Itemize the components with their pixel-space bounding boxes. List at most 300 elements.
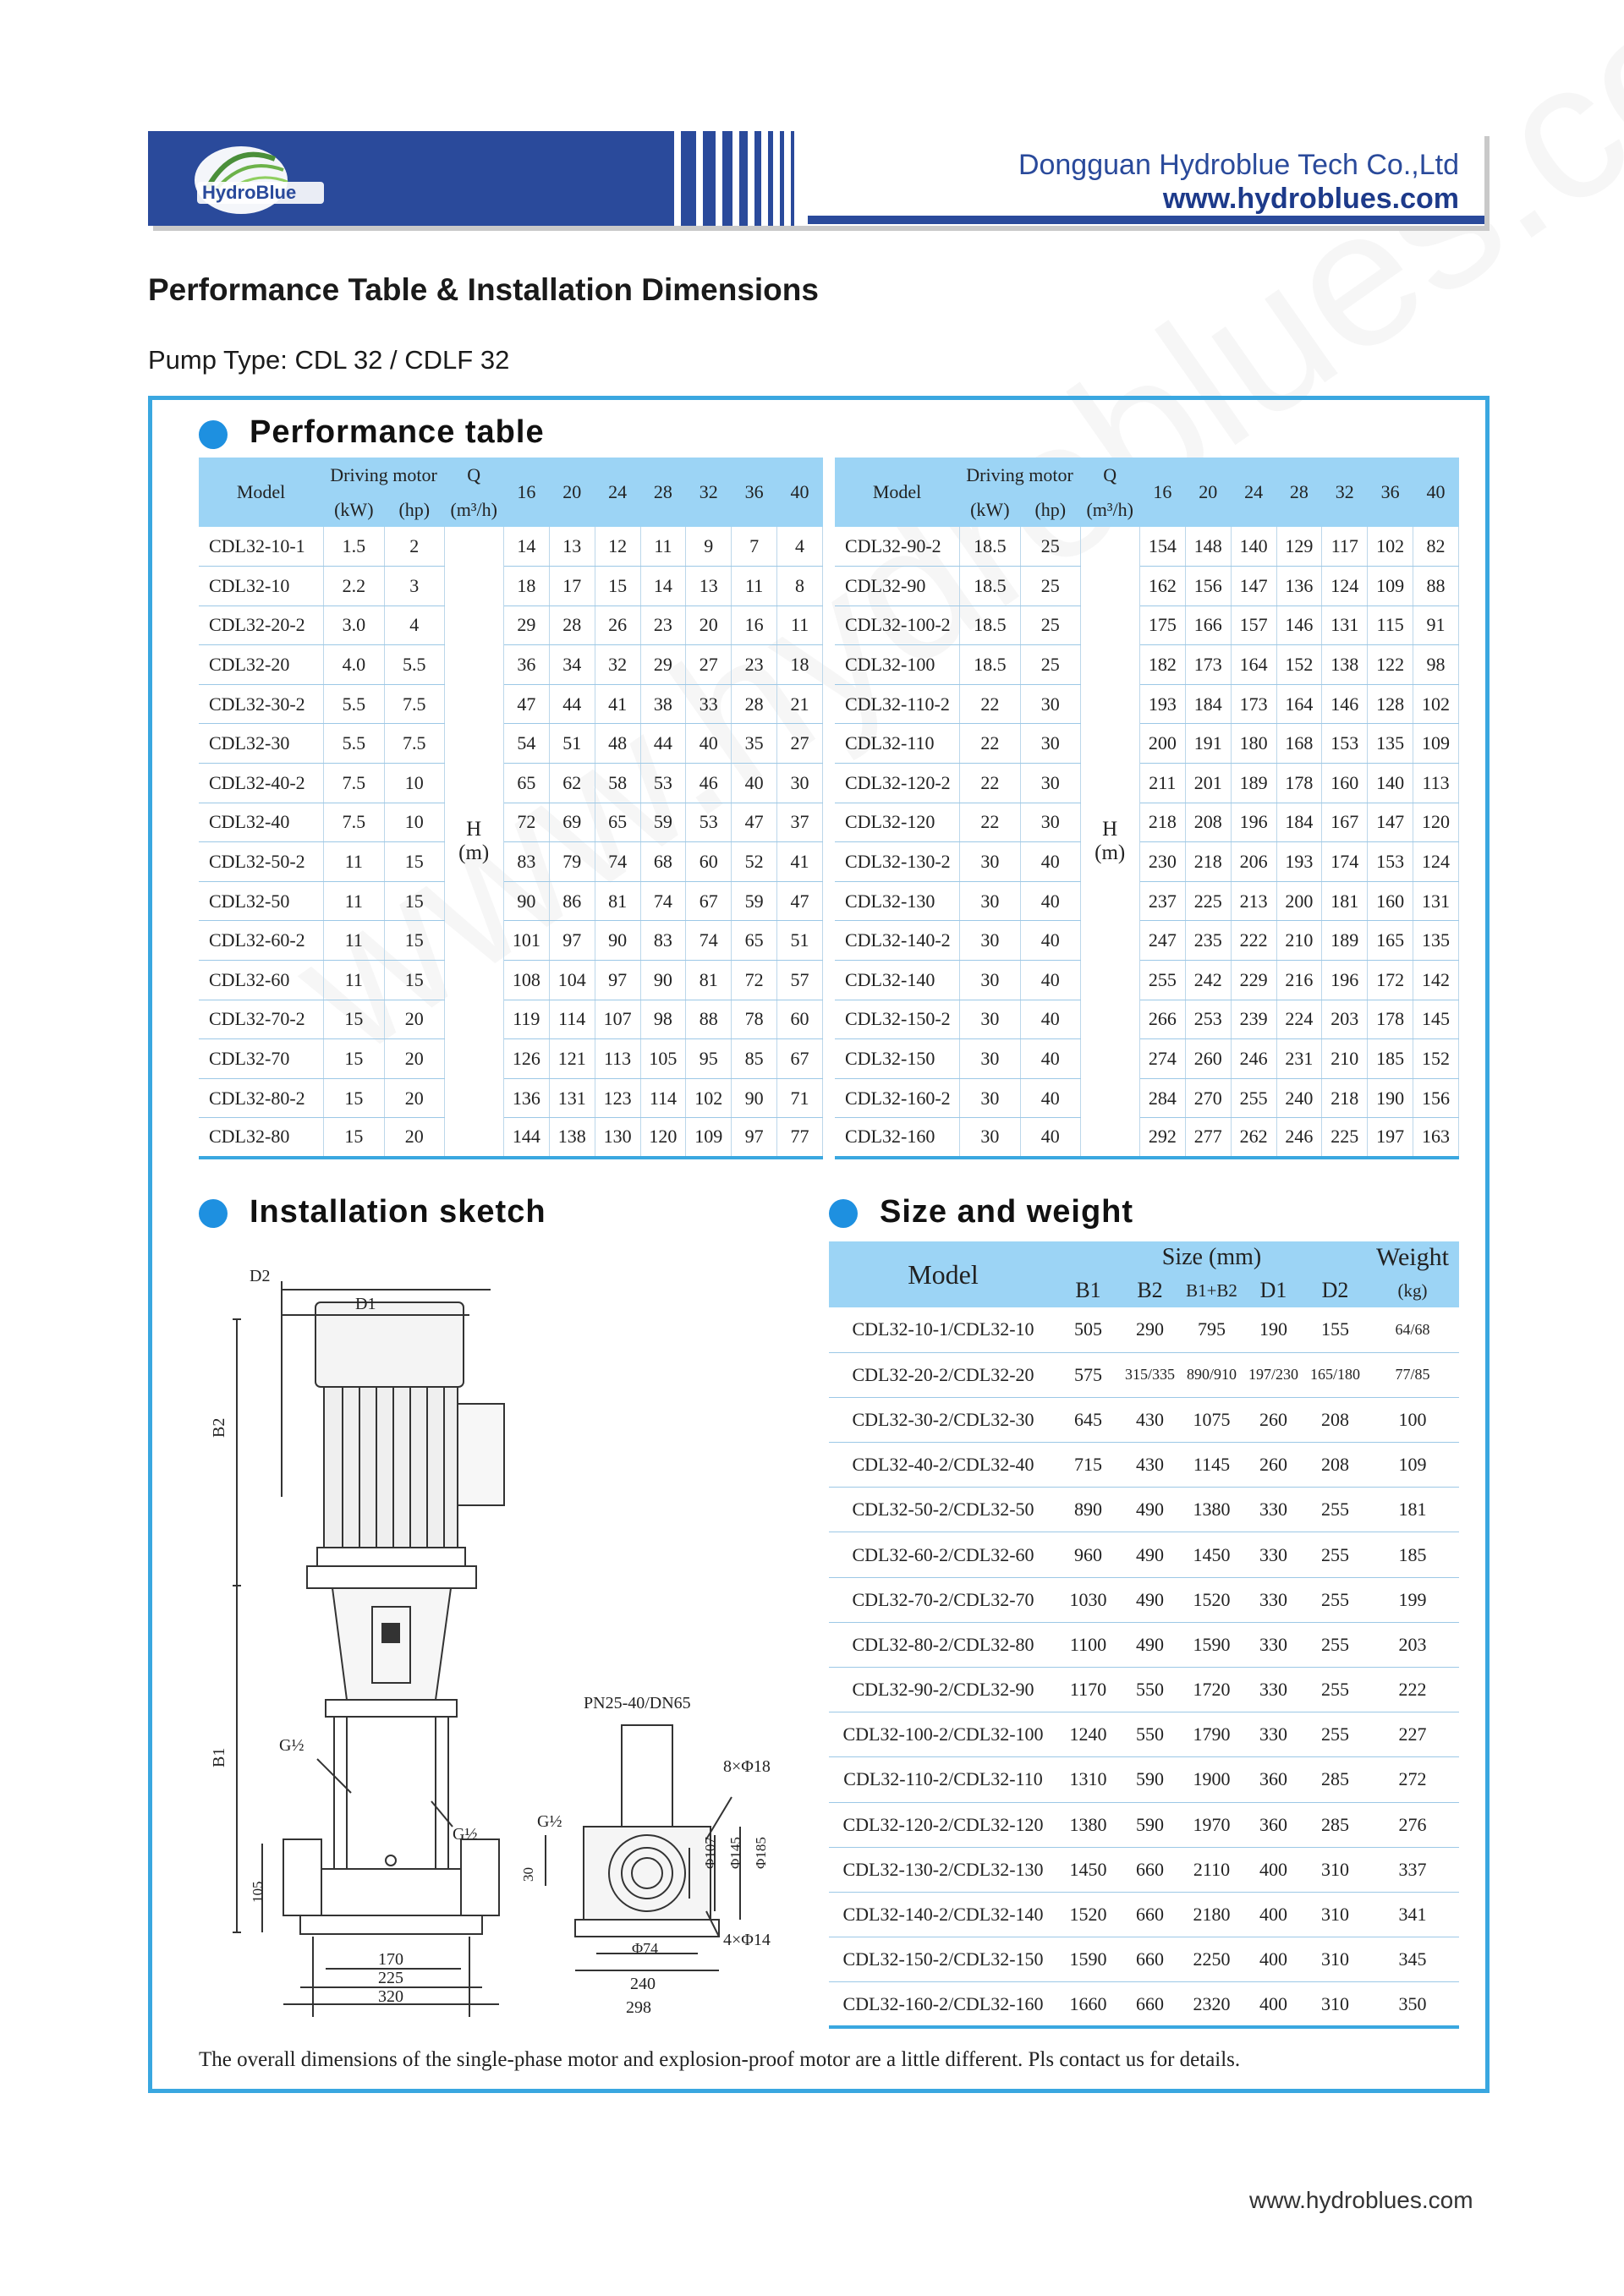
value-cell: 67 xyxy=(686,881,732,921)
value-cell: 7 xyxy=(732,527,777,567)
value-cell: 216 xyxy=(1276,961,1322,1000)
value-cell: 200 xyxy=(1139,724,1185,764)
value-cell: 135 xyxy=(1368,724,1413,764)
table-row xyxy=(199,881,823,921)
col-flow: 36 xyxy=(732,458,777,527)
value-cell: 78 xyxy=(732,1000,777,1039)
value-cell: 10 xyxy=(385,764,444,803)
model-cell: CDL32-20-2/CDL32-20 xyxy=(829,1352,1057,1397)
value-cell: 20 xyxy=(686,606,732,645)
value-cell: 47 xyxy=(732,803,777,842)
col-flow: 20 xyxy=(549,458,595,527)
value-cell: 5.5 xyxy=(323,724,385,764)
model-cell: CDL32-60-2/CDL32-60 xyxy=(829,1532,1057,1577)
value-cell: 120 xyxy=(1413,803,1459,842)
value-cell: 11 xyxy=(323,961,385,1000)
value-cell: 9 xyxy=(686,527,732,567)
value-cell: 83 xyxy=(640,921,686,961)
value-cell: 1790 xyxy=(1181,1712,1243,1757)
table-row xyxy=(835,1039,1459,1079)
col-hp: (hp) xyxy=(385,493,444,527)
value-cell: 211 xyxy=(1139,764,1185,803)
table-row xyxy=(835,1000,1459,1039)
value-cell: 246 xyxy=(1231,1039,1276,1079)
value-cell: 83 xyxy=(503,842,549,882)
value-cell: 2.2 xyxy=(323,567,385,606)
model-cell: CDL32-40 xyxy=(199,803,323,842)
value-cell: 201 xyxy=(1185,764,1231,803)
table-row xyxy=(199,606,823,645)
value-cell: 40 xyxy=(732,764,777,803)
performance-table-right xyxy=(835,458,1459,1159)
table-row xyxy=(835,645,1459,685)
value-cell: 277 xyxy=(1185,1118,1231,1158)
model-cell: CDL32-20-2 xyxy=(199,606,323,645)
value-cell: 15 xyxy=(385,921,444,961)
value-cell: 262 xyxy=(1231,1118,1276,1158)
model-cell: CDL32-30 xyxy=(199,724,323,764)
model-cell: CDL32-110-2/CDL32-110 xyxy=(829,1757,1057,1802)
table-row xyxy=(835,1078,1459,1118)
value-cell: 30 xyxy=(1021,684,1080,724)
value-cell: 148 xyxy=(1185,527,1231,567)
col-flow: 32 xyxy=(686,458,732,527)
value-cell: 290 xyxy=(1119,1307,1181,1352)
dim-d1: D1 xyxy=(355,1295,376,1313)
table-row xyxy=(199,764,823,803)
dim-b1: B1 xyxy=(210,1747,228,1767)
value-cell: 17 xyxy=(549,567,595,606)
model-cell: CDL32-100-2 xyxy=(835,606,959,645)
value-cell: 11 xyxy=(323,921,385,961)
value-cell: 1590 xyxy=(1057,1937,1119,1982)
company-name: Dongguan Hydroblue Tech Co.,Ltd xyxy=(1018,149,1459,181)
sw-col-b1b2: B1+B2 xyxy=(1181,1274,1243,1307)
value-cell: 81 xyxy=(595,881,640,921)
value-cell: 30 xyxy=(1021,724,1080,764)
model-cell: CDL32-50 xyxy=(199,881,323,921)
value-cell: 206 xyxy=(1231,842,1276,882)
value-cell: 213 xyxy=(1231,881,1276,921)
table-row xyxy=(829,1847,1459,1892)
value-cell: 490 xyxy=(1119,1532,1181,1577)
value-cell: 260 xyxy=(1243,1397,1304,1442)
value-cell: 20 xyxy=(385,1000,444,1039)
value-cell: 2250 xyxy=(1181,1937,1243,1982)
value-cell: 255 xyxy=(1304,1622,1366,1667)
value-cell: 4.0 xyxy=(323,645,385,685)
value-cell: 5.5 xyxy=(323,684,385,724)
value-cell: 15 xyxy=(323,1000,385,1039)
value-cell: 181 xyxy=(1322,881,1368,921)
value-cell: 1145 xyxy=(1181,1443,1243,1488)
value-cell: 284 xyxy=(1139,1078,1185,1118)
table-row xyxy=(829,1892,1459,1937)
table-row xyxy=(829,1488,1459,1532)
model-cell: CDL32-40-2/CDL32-40 xyxy=(829,1443,1057,1488)
value-cell: 184 xyxy=(1276,803,1322,842)
value-cell: 255 xyxy=(1304,1577,1366,1622)
value-cell: 505 xyxy=(1057,1307,1119,1352)
value-cell: 28 xyxy=(549,606,595,645)
value-cell: 104 xyxy=(549,961,595,1000)
table-row xyxy=(829,1937,1459,1982)
col-flow: 32 xyxy=(1322,458,1368,527)
value-cell: 81 xyxy=(686,961,732,1000)
table-row xyxy=(835,803,1459,842)
value-cell: 48 xyxy=(595,724,640,764)
value-cell: 97 xyxy=(595,961,640,1000)
model-cell: CDL32-20 xyxy=(199,645,323,685)
value-cell: 59 xyxy=(640,803,686,842)
value-cell: 310 xyxy=(1304,1892,1366,1937)
head-label-cell xyxy=(1080,527,1139,1158)
value-cell: 131 xyxy=(1322,606,1368,645)
value-cell: 1030 xyxy=(1057,1577,1119,1622)
value-cell: 165/180 xyxy=(1304,1352,1366,1397)
value-cell: 310 xyxy=(1304,1847,1366,1892)
table-row xyxy=(199,803,823,842)
sw-col-weight: Weight xyxy=(1366,1241,1459,1274)
table-row xyxy=(829,1532,1459,1577)
value-cell: 36 xyxy=(503,645,549,685)
value-cell: 156 xyxy=(1185,567,1231,606)
col-flow: 40 xyxy=(777,458,823,527)
value-cell: 5.5 xyxy=(385,645,444,685)
value-cell: 18 xyxy=(503,567,549,606)
value-cell: 122 xyxy=(1368,645,1413,685)
model-cell: CDL32-10-1 xyxy=(199,527,323,567)
value-cell: 95 xyxy=(686,1039,732,1079)
value-cell: 21 xyxy=(777,684,823,724)
table-row xyxy=(835,724,1459,764)
value-cell: 136 xyxy=(1276,567,1322,606)
value-cell: 242 xyxy=(1185,961,1231,1000)
value-cell: 164 xyxy=(1231,645,1276,685)
value-cell: 41 xyxy=(777,842,823,882)
label-g-half-b: G½ xyxy=(453,1825,478,1844)
value-cell: 68 xyxy=(640,842,686,882)
value-cell: 490 xyxy=(1119,1488,1181,1532)
value-cell: 156 xyxy=(1413,1078,1459,1118)
value-cell: 890 xyxy=(1057,1488,1119,1532)
banner-stripes xyxy=(656,131,808,226)
value-cell: 114 xyxy=(640,1078,686,1118)
value-cell: 3.0 xyxy=(323,606,385,645)
performance-bullet-icon xyxy=(199,420,228,449)
value-cell: 330 xyxy=(1243,1532,1304,1577)
value-cell: 184 xyxy=(1185,684,1231,724)
value-cell: 14 xyxy=(503,527,549,567)
col-hp: (hp) xyxy=(1021,493,1080,527)
model-cell: CDL32-150-2/CDL32-150 xyxy=(829,1937,1057,1982)
value-cell: 660 xyxy=(1119,1847,1181,1892)
value-cell: 490 xyxy=(1119,1622,1181,1667)
value-cell: 173 xyxy=(1185,645,1231,685)
table-row xyxy=(829,1668,1459,1712)
value-cell: 109 xyxy=(686,1118,732,1158)
value-cell: 136 xyxy=(503,1078,549,1118)
value-cell: 153 xyxy=(1368,842,1413,882)
model-cell: CDL32-70-2 xyxy=(199,1000,323,1039)
value-cell: 1520 xyxy=(1181,1577,1243,1622)
value-cell: 164 xyxy=(1276,684,1322,724)
value-cell: 40 xyxy=(1021,1039,1080,1079)
value-cell: 350 xyxy=(1366,1982,1459,2027)
model-cell: CDL32-60-2 xyxy=(199,921,323,961)
value-cell: 490 xyxy=(1119,1577,1181,1622)
value-cell: 224 xyxy=(1276,1000,1322,1039)
value-cell: 196 xyxy=(1231,803,1276,842)
sw-col-size: Size (mm) xyxy=(1057,1241,1366,1274)
value-cell: 310 xyxy=(1304,1937,1366,1982)
value-cell: 240 xyxy=(1276,1078,1322,1118)
value-cell: 181 xyxy=(1366,1488,1459,1532)
dim-74: Φ74 xyxy=(632,1940,659,1957)
value-cell: 30 xyxy=(959,842,1021,882)
value-cell: 15 xyxy=(323,1118,385,1158)
label-g-half-a: G½ xyxy=(279,1736,304,1755)
value-cell: 90 xyxy=(595,921,640,961)
value-cell: 145 xyxy=(1413,1000,1459,1039)
model-cell: CDL32-30-2/CDL32-30 xyxy=(829,1397,1057,1442)
model-cell: CDL32-160-2/CDL32-160 xyxy=(829,1982,1057,2027)
model-cell: CDL32-150 xyxy=(835,1039,959,1079)
value-cell: 74 xyxy=(640,881,686,921)
sw-col-weight-unit: (kg) xyxy=(1366,1274,1459,1307)
value-cell: 35 xyxy=(732,724,777,764)
value-cell: 660 xyxy=(1119,1982,1181,2027)
company-website[interactable]: www.hydroblues.com xyxy=(1162,183,1459,215)
value-cell: 109 xyxy=(1366,1443,1459,1488)
value-cell: 400 xyxy=(1243,1892,1304,1937)
col-flow: 28 xyxy=(640,458,686,527)
value-cell: 44 xyxy=(640,724,686,764)
value-cell: 40 xyxy=(1021,1078,1080,1118)
table-row xyxy=(829,1712,1459,1757)
value-cell: 550 xyxy=(1119,1712,1181,1757)
model-cell: CDL32-120-2 xyxy=(835,764,959,803)
model-cell: CDL32-80-2/CDL32-80 xyxy=(829,1622,1057,1667)
value-cell: 119 xyxy=(503,1000,549,1039)
label-bolts-top: 8×Φ18 xyxy=(723,1757,771,1776)
value-cell: 2 xyxy=(385,527,444,567)
value-cell: 60 xyxy=(686,842,732,882)
value-cell: 152 xyxy=(1413,1039,1459,1079)
value-cell: 2320 xyxy=(1181,1982,1243,2027)
value-cell: 102 xyxy=(686,1078,732,1118)
value-cell: 30 xyxy=(959,961,1021,1000)
model-cell: CDL32-110 xyxy=(835,724,959,764)
value-cell: 550 xyxy=(1119,1668,1181,1712)
value-cell: 330 xyxy=(1243,1622,1304,1667)
value-cell: 330 xyxy=(1243,1712,1304,1757)
value-cell: 22 xyxy=(959,684,1021,724)
value-cell: 274 xyxy=(1139,1039,1185,1079)
value-cell: 15 xyxy=(385,881,444,921)
model-cell: CDL32-120 xyxy=(835,803,959,842)
sw-col-d1: D1 xyxy=(1243,1274,1304,1307)
model-cell: CDL32-50-2 xyxy=(199,842,323,882)
value-cell: 590 xyxy=(1119,1757,1181,1802)
value-cell: 166 xyxy=(1185,606,1231,645)
value-cell: 345 xyxy=(1366,1937,1459,1982)
table-row xyxy=(199,1039,823,1079)
size-weight-body xyxy=(829,1307,1459,2027)
value-cell: 102 xyxy=(1368,527,1413,567)
value-cell: 40 xyxy=(1021,921,1080,961)
value-cell: 108 xyxy=(503,961,549,1000)
value-cell: 174 xyxy=(1322,842,1368,882)
value-cell: 97 xyxy=(549,921,595,961)
value-cell: 30 xyxy=(959,921,1021,961)
dim-145: Φ145 xyxy=(727,1837,743,1869)
value-cell: 60 xyxy=(777,1000,823,1039)
value-cell: 15 xyxy=(323,1078,385,1118)
value-cell: 71 xyxy=(777,1078,823,1118)
value-cell: 11 xyxy=(777,606,823,645)
value-cell: 27 xyxy=(686,645,732,685)
value-cell: 30 xyxy=(1021,764,1080,803)
value-cell: 113 xyxy=(1413,764,1459,803)
model-cell: CDL32-110-2 xyxy=(835,684,959,724)
value-cell: 109 xyxy=(1368,567,1413,606)
value-cell: 222 xyxy=(1366,1668,1459,1712)
table-row xyxy=(199,1000,823,1039)
value-cell: 40 xyxy=(1021,842,1080,882)
value-cell: 239 xyxy=(1231,1000,1276,1039)
value-cell: 130 xyxy=(595,1118,640,1158)
value-cell: 67 xyxy=(777,1039,823,1079)
value-cell: 22 xyxy=(959,803,1021,842)
value-cell: 57 xyxy=(777,961,823,1000)
col-q-unit: (m³/h) xyxy=(444,493,503,527)
value-cell: 30 xyxy=(777,764,823,803)
value-cell: 16 xyxy=(732,606,777,645)
value-cell: 23 xyxy=(732,645,777,685)
value-cell: 1450 xyxy=(1181,1532,1243,1577)
value-cell: 123 xyxy=(595,1078,640,1118)
value-cell: 7.5 xyxy=(385,724,444,764)
value-cell: 11 xyxy=(640,527,686,567)
value-cell: 97 xyxy=(732,1118,777,1158)
value-cell: 25 xyxy=(1021,645,1080,685)
value-cell: 59 xyxy=(732,881,777,921)
value-cell: 90 xyxy=(640,961,686,1000)
banner-rule xyxy=(808,216,1484,224)
value-cell: 38 xyxy=(640,684,686,724)
value-cell: 30 xyxy=(959,1000,1021,1039)
label-bolts-base: 4×Φ14 xyxy=(723,1931,771,1949)
value-cell: 12 xyxy=(595,527,640,567)
table-row xyxy=(835,527,1459,567)
table-row xyxy=(199,842,823,882)
value-cell: 660 xyxy=(1119,1892,1181,1937)
installation-sketch xyxy=(199,1243,816,2021)
value-cell: 255 xyxy=(1304,1488,1366,1532)
value-cell: 193 xyxy=(1139,684,1185,724)
value-cell: 114 xyxy=(549,1000,595,1039)
value-cell: 2180 xyxy=(1181,1892,1243,1937)
value-cell: 168 xyxy=(1276,724,1322,764)
value-cell: 51 xyxy=(549,724,595,764)
value-cell: 1.5 xyxy=(323,527,385,567)
value-cell: 315/335 xyxy=(1119,1352,1181,1397)
value-cell: 178 xyxy=(1368,1000,1413,1039)
col-flow: 28 xyxy=(1276,458,1322,527)
value-cell: 266 xyxy=(1139,1000,1185,1039)
col-model: Model xyxy=(199,458,323,527)
value-cell: 27 xyxy=(777,724,823,764)
value-cell: 146 xyxy=(1276,606,1322,645)
value-cell: 11 xyxy=(323,881,385,921)
value-cell: 11 xyxy=(732,567,777,606)
value-cell: 135 xyxy=(1413,921,1459,961)
dim-320: 320 xyxy=(378,1987,403,2006)
dim-225: 225 xyxy=(378,1969,403,1987)
value-cell: 20 xyxy=(385,1039,444,1079)
col-driving-motor: Driving motor xyxy=(323,458,444,493)
value-cell: 190 xyxy=(1243,1307,1304,1352)
value-cell: 22 xyxy=(959,764,1021,803)
value-cell: 40 xyxy=(1021,1118,1080,1158)
value-cell: 79 xyxy=(549,842,595,882)
value-cell: 1310 xyxy=(1057,1757,1119,1802)
model-cell: CDL32-90 xyxy=(835,567,959,606)
footnote: The overall dimensions of the single-phase motor and explosion-proof motor are a little different. Pls contact us for details. xyxy=(199,2048,1241,2071)
value-cell: 44 xyxy=(549,684,595,724)
model-cell: CDL32-60 xyxy=(199,961,323,1000)
sw-col-b2: B2 xyxy=(1119,1274,1181,1307)
value-cell: 292 xyxy=(1139,1118,1185,1158)
col-q: Q xyxy=(1080,458,1139,493)
value-cell: 203 xyxy=(1322,1000,1368,1039)
value-cell: 72 xyxy=(503,803,549,842)
value-cell: 4 xyxy=(385,606,444,645)
value-cell: 121 xyxy=(549,1039,595,1079)
label-g-half-c: G½ xyxy=(537,1812,562,1831)
page-title: Performance Table & Installation Dimensions xyxy=(148,272,819,307)
value-cell: 77/85 xyxy=(1366,1352,1459,1397)
table-row xyxy=(835,961,1459,1000)
dim-d2: D2 xyxy=(250,1267,271,1285)
value-cell: 182 xyxy=(1139,645,1185,685)
table-row xyxy=(199,645,823,685)
table-row xyxy=(199,527,823,567)
value-cell: 13 xyxy=(686,567,732,606)
dim-105: 105 xyxy=(250,1881,266,1903)
value-cell: 64/68 xyxy=(1366,1307,1459,1352)
dim-240: 240 xyxy=(630,1975,656,1993)
sw-col-b1: B1 xyxy=(1057,1274,1119,1307)
model-cell: CDL32-150-2 xyxy=(835,1000,959,1039)
footer-website[interactable]: www.hydroblues.com xyxy=(1249,2187,1473,2213)
performance-right-body xyxy=(835,527,1459,1158)
table-row xyxy=(199,921,823,961)
table-row xyxy=(835,1118,1459,1158)
model-cell: CDL32-120-2/CDL32-120 xyxy=(829,1802,1057,1847)
value-cell: 1590 xyxy=(1181,1622,1243,1667)
value-cell: 255 xyxy=(1231,1078,1276,1118)
model-cell: CDL32-140-2/CDL32-140 xyxy=(829,1892,1057,1937)
table-row xyxy=(829,1622,1459,1667)
size-weight-table xyxy=(829,1241,1459,2029)
value-cell: 227 xyxy=(1366,1712,1459,1757)
value-cell: 113 xyxy=(595,1039,640,1079)
table-row xyxy=(829,1757,1459,1802)
value-cell: 189 xyxy=(1231,764,1276,803)
value-cell: 230 xyxy=(1139,842,1185,882)
